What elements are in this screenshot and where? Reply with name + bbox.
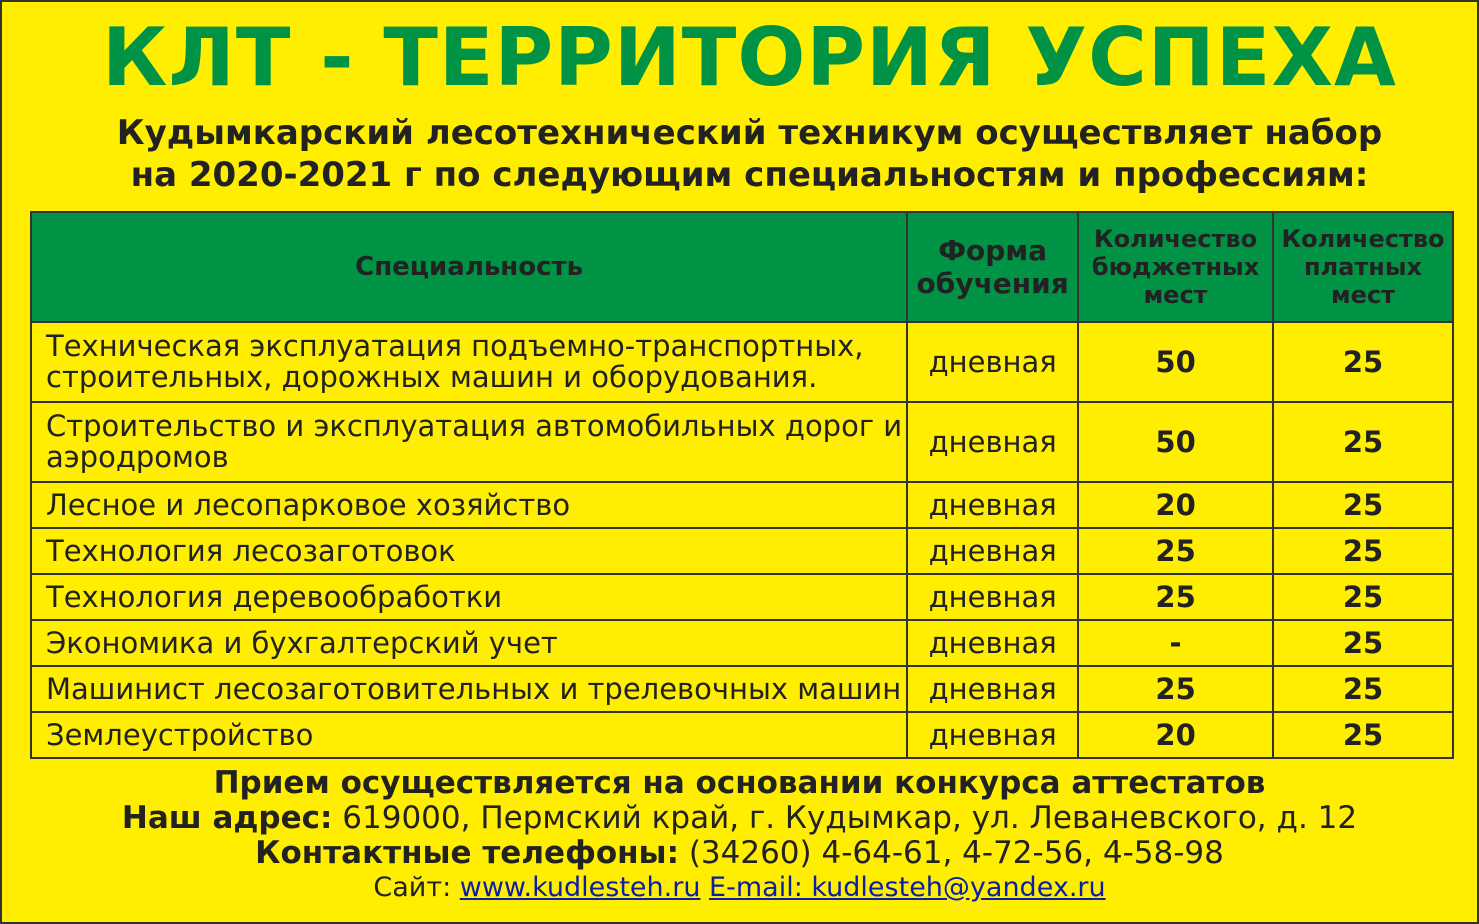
phones-label: Контактные телефоны: xyxy=(255,835,679,871)
header-paid-line: Количество xyxy=(1281,224,1445,253)
specialty-cell: Технология лесозаготовок xyxy=(31,528,907,574)
form-cell: дневная xyxy=(907,528,1078,574)
budget-cell: - xyxy=(1078,620,1273,666)
specialty-cell: Лесное и лесопарковое хозяйство xyxy=(31,482,907,528)
header-form-line: обучения xyxy=(916,267,1069,300)
header-budget-line: мест xyxy=(1143,281,1208,310)
specialties-table xyxy=(30,211,1454,759)
form-cell: дневная xyxy=(907,322,1078,402)
site-line xyxy=(0,871,1479,905)
form-cell: дневная xyxy=(907,712,1078,758)
paid-cell: 25 xyxy=(1273,574,1453,620)
budget-cell: 25 xyxy=(1078,666,1273,712)
subtitle-line-2: на 2020-2021 г по следующим специальностям и профессиям: xyxy=(130,155,1369,195)
poster-title: КЛТ - ТЕРРИТОРИЯ УСПЕХА xyxy=(102,11,1397,104)
paid-cell: 25 xyxy=(1273,528,1453,574)
specialty-line: Строительство и эксплуатация автомобильных дорог и xyxy=(46,409,903,443)
form-cell: дневная xyxy=(907,620,1078,666)
budget-cell: 20 xyxy=(1078,712,1273,758)
email-link[interactable]: E-mail: kudlesteh@yandex.ru xyxy=(709,872,1106,903)
header-specialty: Специальность xyxy=(31,212,907,322)
specialty-line: строительных, дорожных машин и оборудования. xyxy=(46,360,818,394)
form-cell: дневная xyxy=(907,574,1078,620)
site-label: Сайт: xyxy=(373,872,460,903)
paid-cell: 25 xyxy=(1273,482,1453,528)
table-row xyxy=(31,322,1453,402)
form-cell: дневная xyxy=(907,402,1078,482)
table-row xyxy=(31,402,1453,482)
subtitle-line-1: Кудымкарский лесотехнический техникум осуществляет набор xyxy=(116,113,1383,153)
budget-cell: 25 xyxy=(1078,528,1273,574)
header-budget-line: бюджетных xyxy=(1091,252,1260,281)
phones-line xyxy=(0,836,1479,871)
address-line xyxy=(0,801,1479,836)
header-paid-line: платных xyxy=(1304,252,1423,281)
budget-cell: 20 xyxy=(1078,482,1273,528)
specialty-cell: Землеустройство xyxy=(31,712,907,758)
paid-cell: 25 xyxy=(1273,620,1453,666)
paid-cell: 25 xyxy=(1273,712,1453,758)
poster-subtitle xyxy=(40,112,1459,196)
phones-value: (34260) 4-64-61, 4-72-56, 4-58-98 xyxy=(678,835,1224,871)
header-budget-line: Количество xyxy=(1094,224,1258,253)
budget-cell: 50 xyxy=(1078,402,1273,482)
specialty-cell: Экономика и бухгалтерский учет xyxy=(31,620,907,666)
header-budget-places xyxy=(1078,212,1273,322)
specialty-cell xyxy=(31,322,907,402)
paid-cell: 25 xyxy=(1273,322,1453,402)
table-row xyxy=(31,528,1453,574)
table-row xyxy=(31,712,1453,758)
table-row xyxy=(31,666,1453,712)
website-link[interactable]: www.kudlesteh.ru xyxy=(459,872,701,903)
paid-cell: 25 xyxy=(1273,402,1453,482)
header-paid-line: мест xyxy=(1331,281,1396,310)
budget-cell: 50 xyxy=(1078,322,1273,402)
header-form-line: Форма xyxy=(938,233,1048,267)
table-row xyxy=(31,620,1453,666)
header-paid-places xyxy=(1273,212,1453,322)
budget-cell: 25 xyxy=(1078,574,1273,620)
specialty-cell: Технология деревообработки xyxy=(31,574,907,620)
specialty-cell: Машинист лесозаготовительных и трелевочных машин xyxy=(31,666,907,712)
admission-note: Прием осуществляется на основании конкурса аттестатов xyxy=(213,765,1266,801)
address-value: 619000, Пермский край, г. Кудымкар, ул. Леваневского, д. 12 xyxy=(332,800,1358,836)
form-cell: дневная xyxy=(907,666,1078,712)
address-label: Наш адрес: xyxy=(121,800,333,836)
form-cell: дневная xyxy=(907,482,1078,528)
paid-cell: 25 xyxy=(1273,666,1453,712)
contact-footer xyxy=(0,766,1479,905)
specialty-line: Техническая эксплуатация подъемно-транспортных, xyxy=(46,329,864,363)
header-form xyxy=(907,212,1078,322)
table-header-row xyxy=(31,212,1453,322)
specialty-cell xyxy=(31,402,907,482)
specialty-line: аэродромов xyxy=(46,440,229,474)
table-row xyxy=(31,574,1453,620)
table-row xyxy=(31,482,1453,528)
